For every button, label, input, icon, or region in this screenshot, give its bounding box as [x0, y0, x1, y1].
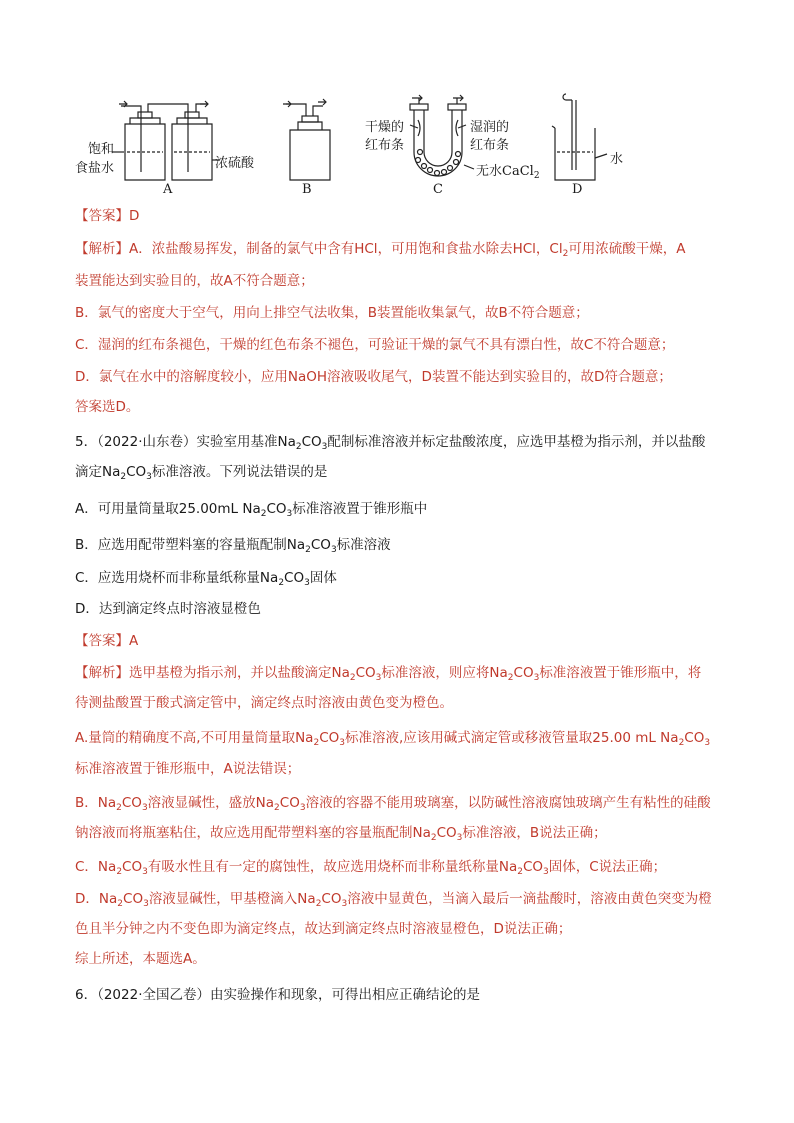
q5-e7-sub3a: 3 [142, 867, 148, 877]
q5-stem2-sub3: 3 [146, 472, 152, 482]
q5-e5-sub2a: 2 [116, 803, 122, 813]
q4-exp-line-5: D．氯气在水中的溶解度较小，应用NaOH溶液吸收尾气，D装置不能达到实验目的，故D符合题意； [75, 369, 672, 385]
q5-e5-e: 溶液的容器不能用玻璃塞，以防碱性溶液腐蚀玻璃产生有粘性的硅酸 [305, 795, 711, 811]
q5-e1-e: 标准溶液置于锥形瓶中，将 [539, 665, 702, 681]
q5-e6-b: CO [436, 825, 457, 841]
fig-c-letter: C [433, 182, 443, 197]
q5-option-a [75, 500, 427, 523]
q5-stem1-c: 配制标准溶液并标定盐酸浓度，应选甲基橙为指示剂，并以盐酸 [327, 434, 706, 450]
q5-e8-sub3b: 3 [341, 899, 348, 909]
q5-e8-d: CO [321, 891, 342, 907]
q5-e1-sub3a: 3 [375, 673, 382, 683]
q5-e3-sub2a: 2 [313, 738, 320, 748]
q5-e1-a: 【解析】选甲基橙为指示剂，并以盐酸滴定Na [75, 665, 350, 681]
q5-exp-line-6 [75, 824, 607, 847]
fig-c-left-label-2: 红布条 [365, 138, 405, 153]
q5-optC-sub2: 2 [278, 578, 285, 588]
q5-e3-sub2b: 2 [678, 738, 685, 748]
q5-stem1-a: 5．（2022·山东卷）实验室用基准Na [75, 434, 296, 450]
q5-e3-sub3a: 3 [339, 738, 345, 748]
q4-exp-line-4: C．湿润的红布条褪色，干燥的红色布条不褪色，可验证干燥的氯气不具有漂白性，故C不符合题意； [75, 337, 675, 353]
fig-a-right-label: 浓硫酸 [215, 156, 255, 171]
q5-option-c [75, 569, 337, 592]
q5-stem-line-1 [75, 433, 705, 456]
q5-exp-line-1 [75, 664, 701, 687]
fig-a-left-label-2: 食盐水 [75, 161, 115, 176]
q5-stem2-b: CO [126, 464, 147, 480]
q5-exp-line-5 [75, 794, 711, 817]
q4-exp-line-6: 答案选D。 [75, 399, 140, 415]
q4-exp-line-3: B．氯气的密度大于空气，用向上排空气法收集，B装置能收集氯气，故B不符合题意； [75, 305, 589, 321]
q5-e6-c: 标准溶液，B说法正确； [462, 825, 607, 841]
q5-stem1-b: CO [301, 434, 322, 450]
q5-exp-line-9: 色且半分钟之内不变色即为滴定终点，故达到滴定终点时溶液显橙色，D说法正确； [75, 921, 572, 937]
q5-e5-a: B．Na [75, 795, 117, 811]
q5-e8-sub3a: 3 [143, 899, 149, 909]
q5-e8-sub2b: 2 [315, 899, 322, 909]
q5-optC-a: C．应选用烧杯而非称量纸称量Na [75, 570, 279, 586]
q5-e8-sub2a: 2 [117, 899, 124, 909]
q5-optA-sub3: 3 [286, 509, 293, 519]
q5-e6-a: 钠溶液而将瓶塞粘住，故应选用配带塑料塞的容量瓶配制Na [75, 825, 431, 841]
q4-exp1-sub: 2 [562, 249, 569, 259]
q5-answer-text: 【答案】A [75, 633, 139, 649]
q5-e7-b: CO [122, 859, 143, 875]
q5-e5-d: CO [279, 795, 300, 811]
q5-e7-sub3b: 3 [543, 867, 549, 877]
q5-stem1-sub3: 3 [321, 442, 328, 452]
q5-optB-a: B．应选用配带塑料塞的容量瓶配制Na [75, 537, 306, 553]
q5-optA-b: CO [266, 501, 287, 517]
q5-e5-b: CO [121, 795, 142, 811]
q5-optB-sub3: 3 [330, 545, 337, 555]
q5-e7-sub2b: 2 [517, 867, 523, 877]
fig-c-bottom-text: 无水CaCl [476, 164, 534, 179]
q5-e7-e: 固体，C说法正确； [548, 859, 667, 875]
q5-e5-sub3a: 3 [141, 803, 148, 813]
fig-c-bottom-label [476, 160, 540, 181]
q5-option-b [75, 536, 391, 559]
q5-stem2-sub2: 2 [120, 472, 127, 482]
fig-d-label: 水 [610, 152, 624, 167]
q5-e7-a: C．Na [75, 859, 117, 875]
q5-stem-line-2 [75, 463, 327, 486]
q5-e8-e: 溶液中显黄色，当滴入最后一滴盐酸时，溶液由黄色突变为橙 [347, 891, 712, 907]
q5-optB-c: 标准溶液 [336, 537, 391, 553]
q5-e7-c: 有吸水性且有一定的腐蚀性，故应选用烧杯而非称量纸称量Na [147, 859, 518, 875]
q4-exp1-text: 【解析】A．浓盐酸易挥发，制备的氯气中含有HCl，可用饱和食盐水除去HCl，Cl [75, 241, 563, 257]
q5-optA-sub2: 2 [260, 509, 267, 519]
fig-a-letter: A [163, 182, 173, 197]
q5-stem1-sub2: 2 [295, 442, 302, 452]
fig-d-letter: D [572, 182, 583, 197]
q4-answer [75, 207, 139, 225]
q5-exp-line-8 [75, 890, 712, 913]
q5-e3-d: CO [684, 730, 705, 746]
q5-e8-a: D．Na [75, 891, 118, 907]
q5-answer [75, 632, 138, 650]
q5-option-d: D．达到滴定终点时溶液显橙色 [75, 601, 261, 617]
q5-e5-c: 溶液显碱性，盛放Na [147, 795, 275, 811]
q6-stem: 6．（2022·全国乙卷）由实验操作和现象，可得出相应正确结论的是 [75, 987, 480, 1003]
q5-optB-b: CO [310, 537, 331, 553]
q5-exp-line-10: 综上所述，本题选A。 [75, 951, 206, 967]
q5-stem2-a: 滴定Na [75, 464, 121, 480]
q5-e7-d: CO [522, 859, 544, 875]
q5-e7-sub2a: 2 [116, 867, 123, 877]
fig-c-bottom-sub: 2 [533, 171, 540, 181]
q5-e5-sub2b: 2 [274, 803, 280, 813]
apparatus-drawing [0, 0, 794, 200]
q5-exp-line-7 [75, 858, 666, 881]
q5-e3-c: 标准溶液,应该用碱式滴定管或移液管量取25.00 mL Na [344, 730, 679, 746]
q4-exp-line-2: 装置能达到实验目的，故A不符合题意； [75, 273, 314, 289]
fig-c-right-label-2: 红布条 [470, 138, 510, 153]
q4-answer-text: 【答案】D [75, 208, 140, 224]
q5-e3-b: CO [319, 730, 340, 746]
q5-e6-sub2: 2 [430, 833, 437, 843]
q5-e1-b: CO [355, 665, 376, 681]
q5-e8-c: 溶液显碱性，甲基橙滴入Na [148, 891, 316, 907]
fig-a-left-label-1: 饱和 [88, 142, 115, 157]
q5-optA-c: 标准溶液置于锥形瓶中 [292, 501, 428, 517]
q5-exp-line-2: 待测盐酸置于酸式滴定管中，滴定终点时溶液由黄色变为橙色。 [75, 695, 453, 711]
q5-e1-sub2a: 2 [349, 673, 356, 683]
q5-optB-sub2: 2 [305, 545, 311, 555]
q5-optC-b: CO [284, 570, 305, 586]
q5-optC-sub3: 3 [304, 578, 310, 588]
q5-exp-line-4: 标准溶液置于锥形瓶中，A说法错误； [75, 761, 301, 777]
q5-e1-d: CO [513, 665, 534, 681]
q5-e8-b: CO [123, 891, 144, 907]
q5-optA-a: A．可用量筒量取25.00mL Na [75, 501, 261, 517]
q5-e3-sub3b: 3 [704, 738, 711, 748]
q5-stem2-c: 标准溶液。下列说法错误的是 [151, 464, 328, 480]
q5-e1-sub2b: 2 [507, 673, 514, 683]
q5-e1-c: 标准溶液，则应将Na [381, 665, 508, 681]
q5-exp-line-3 [75, 729, 710, 752]
fig-c-right-label-1: 湿润的 [470, 120, 510, 135]
q5-e6-sub3: 3 [456, 833, 463, 843]
fig-b-letter: B [302, 182, 312, 197]
q4-exp-line-1 [75, 240, 686, 263]
q5-optC-c: 固体 [309, 570, 337, 586]
q5-e1-sub3b: 3 [533, 673, 540, 683]
fig-c-left-label-1: 干燥的 [365, 120, 405, 135]
q5-e3-a: A.量筒的精确度不高,不可用量筒量取Na [75, 730, 314, 746]
q5-e5-sub3b: 3 [299, 803, 306, 813]
q4-exp1-tail: 可用浓硫酸干燥，A [568, 241, 686, 257]
